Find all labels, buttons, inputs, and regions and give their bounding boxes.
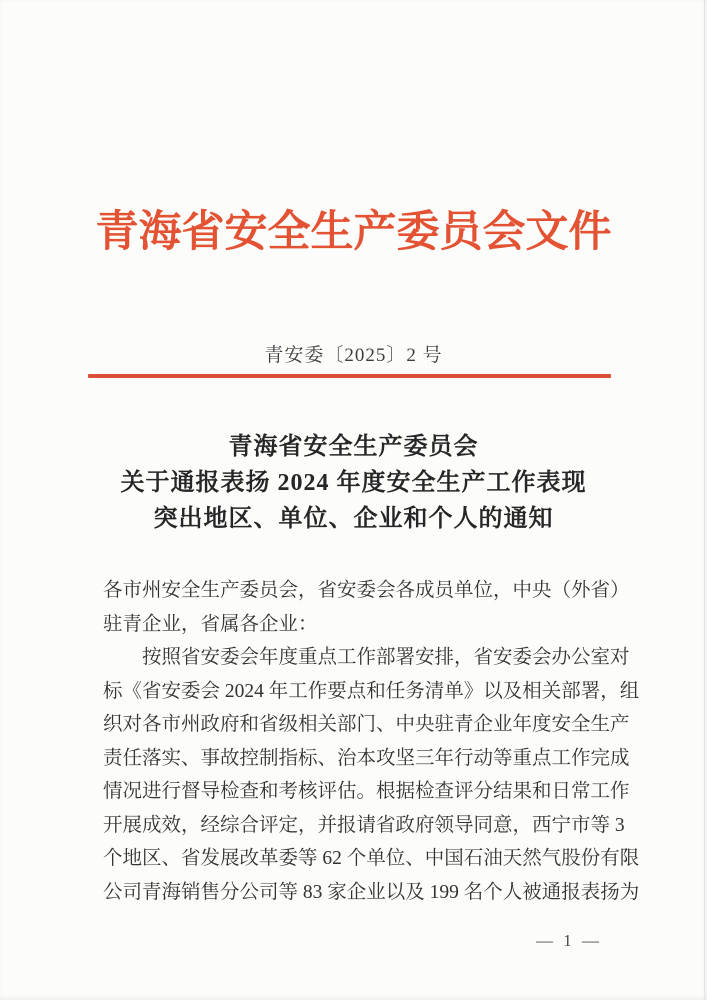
- scan-page-edge: [704, 0, 705, 1000]
- document-number: 青安委〔2025〕2 号: [264, 345, 443, 366]
- body-text-line: 标《省安委会 2024 年工作要点和任务清单》以及相关部署，组: [103, 680, 640, 702]
- document-title: [0, 429, 707, 537]
- body-text-line: 驻青企业，省属各企业：: [103, 613, 318, 635]
- body-text-line: 开展成效，经综合评定，并报请省政府领导同意，西宁市等 3: [103, 814, 625, 836]
- document-title-line: 青海省安全生产委员会: [228, 434, 479, 460]
- body-text-line: 织对各市州政府和省级相关部门、中央驻青企业年度安全生产: [103, 714, 630, 735]
- body-text-line: 各市州安全生产委员会，省安委会各成员单位，中央（外省）: [103, 580, 630, 601]
- document-body: [103, 574, 640, 909]
- document-title-line: 突出地区、单位、企业和个人的通知: [153, 506, 554, 532]
- letterhead-org-title: 青海省安全生产委员会文件: [95, 209, 612, 256]
- document-title-line: 关于通报表扬 2024 年度安全生产工作表现: [120, 470, 587, 496]
- body-text-line: 公司青海销售分公司等 83 家企业以及 199 名个人被通报表扬为: [103, 881, 640, 903]
- body-text-line: 责任落实、事故控制指标、治本攻坚三年行动等重点工作完成: [103, 747, 630, 769]
- body-text-line: 情况进行督导检查和考核评估。根据检查评分结果和日常工作: [103, 781, 630, 802]
- page-number: — 1 —: [536, 931, 602, 950]
- body-text-line: 个地区、省发展改革委等 62 个单位、中国石油天然气股份有限: [103, 848, 640, 869]
- body-text-line: 按照省安委会年度重点工作部署安排，省安委会办公室对: [142, 647, 630, 668]
- red-divider-line: [88, 374, 611, 378]
